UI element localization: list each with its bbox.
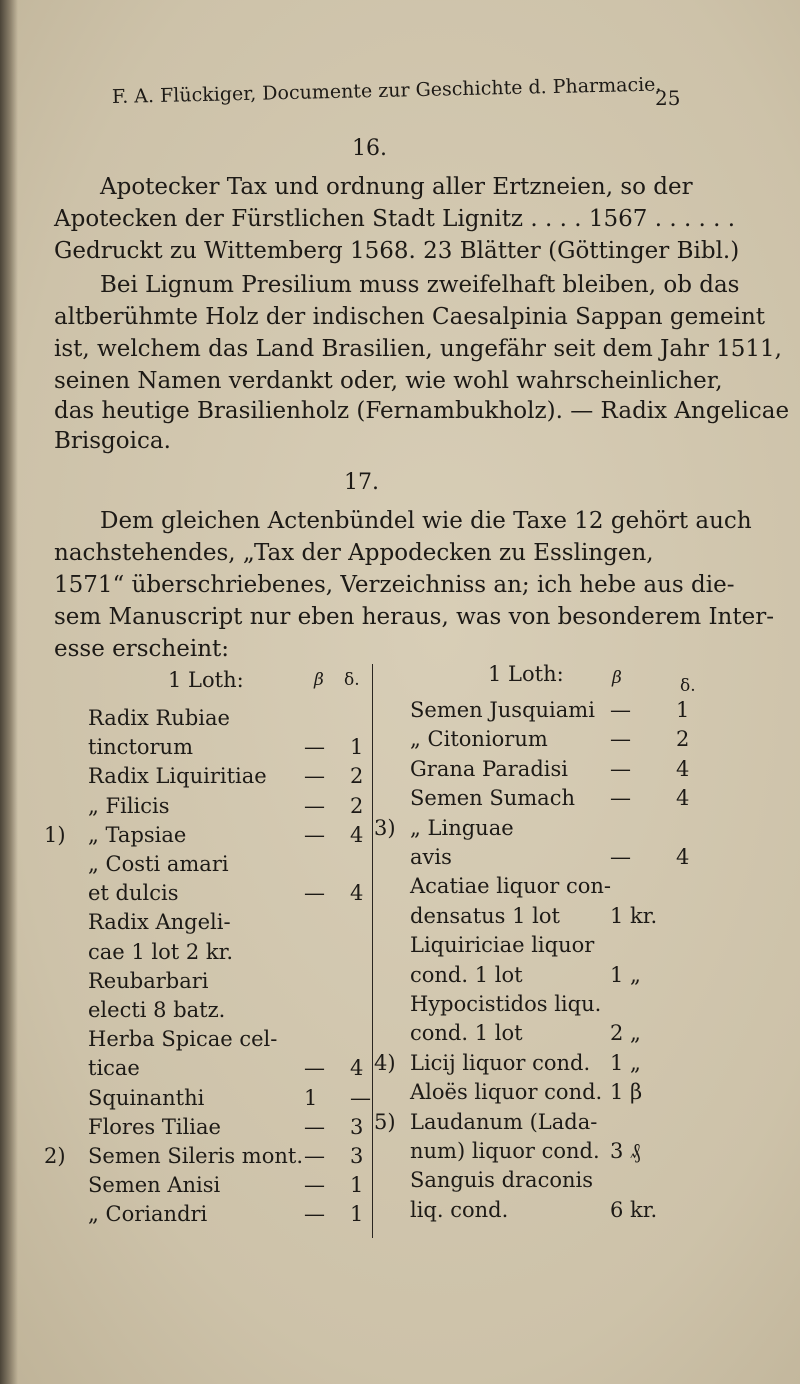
left-row-name: Reubarbari [88,968,209,993]
s16-line-5: altberühmte Holz der indischen Caesalpinia Sappan gemeint [54,304,766,330]
left-row-name: Semen Anisi [88,1173,221,1198]
left-row-name: tinctorum [88,735,193,760]
left-col1-header: β [314,670,324,690]
right-row-c2: 4 [676,845,690,869]
left-row-c1: — [304,881,325,906]
right-row-c1: 6 kr. [610,1197,658,1222]
s17-line-2: nachstehendes, „Tax der Appodecken zu Esslingen, [54,540,654,566]
section-17-number: 17. [344,470,379,495]
right-row-c2: 1 [676,698,690,722]
left-row-name: Semen Sileris mont. [88,1144,304,1168]
right-row-name: Semen Sumach [410,786,575,811]
left-row-c1: — [304,1056,325,1081]
right-row-name: „ Citoniorum [410,727,548,752]
left-row-c1: — [304,764,325,789]
left-row-name: et dulcis [88,881,179,906]
right-row-c1: 1 kr. [610,903,658,928]
right-row-c1: 1 „ [610,1050,641,1075]
right-row-name: liq. cond. [410,1197,509,1222]
left-unit-header: 1 Loth: [168,668,244,692]
right-row-c1: 1 β [610,1080,643,1105]
left-row-c2: 1 [350,735,364,760]
right-row-name: Sanguis draconis [410,1168,593,1193]
left-row-c2: 1 [350,1202,364,1227]
left-row-name: „ Coriandri [88,1202,208,1227]
left-row-c2: 4 [350,822,364,847]
left-row-c2: — [350,1085,371,1110]
right-row-note: 3) [374,815,396,840]
left-row-note: 1) [44,822,66,847]
page-binding-shadow [0,0,18,1384]
s17-line-1: Dem gleichen Actenbündel wie die Taxe 12 gehört auch [100,508,752,534]
right-row-name: Acatiae liquor con- [410,874,612,899]
right-row-c1: — [610,698,631,722]
right-row-note: 4) [374,1050,396,1075]
right-row-name: avis [410,845,452,869]
right-row-name: Grana Paradisi [410,756,568,781]
left-row-name: Flores Tiliae [88,1114,221,1139]
left-row-name: ticae [88,1056,140,1081]
left-row-c2: 4 [350,881,364,906]
right-row-name: cond. 1 lot [410,1021,523,1046]
right-row-name: Liquiriciae liquor [410,933,595,958]
right-col2-header: δ. [680,676,696,696]
left-row-c1: — [304,1114,325,1139]
right-col1-header: β [612,668,622,688]
right-row-name: Laudanum (Lada- [410,1109,598,1134]
table-column-divider [372,664,373,1238]
left-row-name: Herba Spicae cel- [88,1027,278,1052]
right-row-name: Aloës liquor cond. [410,1080,603,1105]
s16-line-7: seinen Namen verdankt oder, wie wohl wahrscheinlicher, [54,368,723,394]
s16-line-4: Bei Lignum Presilium muss zweifelhaft bleiben, ob das [100,272,740,298]
right-row-name: Licij liquor cond. [410,1050,591,1075]
right-row-c1: — [610,786,631,811]
left-row-name: Radix Rubiae [88,706,230,730]
left-row-c1: — [304,1202,325,1227]
left-row-name: „ Costi amari [88,852,229,876]
right-row-c2: 4 [676,756,690,781]
left-row-c2: 2 [350,793,364,818]
page-number: 25 [655,86,681,110]
right-row-c2: 2 [676,727,690,752]
left-row-c1: — [304,735,325,760]
right-row-name: Semen Jusquiami [410,698,595,722]
right-row-c1: — [610,845,631,869]
right-row-name: cond. 1 lot [410,962,523,987]
left-row-c1: — [304,793,325,818]
left-row-c2: 3 [350,1144,364,1168]
right-row-note: 5) [374,1109,396,1134]
left-row-name: „ Tapsiae [88,822,187,847]
left-row-name: Squinanthi [88,1085,205,1110]
s16-line-9: Brisgoica. [54,428,171,454]
s17-line-3: 1571“ überschriebenes, Verzeichniss an; ich hebe aus die- [54,572,735,598]
left-col2-header: δ. [344,670,360,690]
right-row-name: „ Linguae [410,815,514,840]
s16-line-6: ist, welchem das Land Brasilien, ungefähr seit dem Jahr 1511, [54,336,782,362]
right-row-name: num) liquor cond. [410,1139,600,1163]
s16-line-3: Gedruckt zu Wittemberg 1568. 23 Blätter (Göttinger Bibl.) [54,238,740,264]
left-row-name: cae 1 lot 2 kr. [88,939,234,964]
right-row-c1: — [610,756,631,781]
right-row-name: Hypocistidos liqu. [410,992,602,1016]
left-row-name: Radix Angeli- [88,910,231,935]
left-row-c1: — [304,822,325,847]
s16-line-8: das heutige Brasilienholz (Fernambukholz). — Radix Angelicae [54,398,790,424]
right-row-c1: 1 „ [610,962,641,987]
right-row-name: densatus 1 lot [410,903,560,928]
right-row-c1: — [610,727,631,752]
right-row-c1: 3 ₰ [610,1139,641,1163]
left-row-c2: 4 [350,1056,364,1081]
left-row-c2: 1 [350,1173,364,1198]
right-unit-header: 1 Loth: [488,662,564,686]
left-row-name: electi 8 batz. [88,998,226,1022]
s16-line-1: Apotecker Tax und ordnung aller Ertzneien, so der [100,174,693,200]
left-row-c2: 3 [350,1114,364,1139]
section-16-number: 16. [352,136,387,161]
left-row-name: Radix Liquiritiae [88,764,267,789]
s17-line-4: sem Manuscript nur eben heraus, was von besonderem Inter- [54,604,774,630]
left-row-c1: — [304,1173,325,1198]
left-row-c1: — [304,1144,325,1168]
s16-line-2: Apotecken der Fürstlichen Stadt Lignitz . . . . 1567 . . . . . . [54,206,736,232]
right-row-c1: 2 „ [610,1021,641,1046]
left-row-c2: 2 [350,764,364,789]
running-header: F. A. Flückiger, Documente zur Geschichte d. Pharmacie. [111,73,662,108]
left-row-c1: 1 [304,1085,318,1110]
right-row-c2: 4 [676,786,690,811]
left-row-note: 2) [44,1144,66,1168]
left-row-name: „ Filicis [88,793,170,818]
s17-line-5: esse erscheint: [54,636,230,662]
